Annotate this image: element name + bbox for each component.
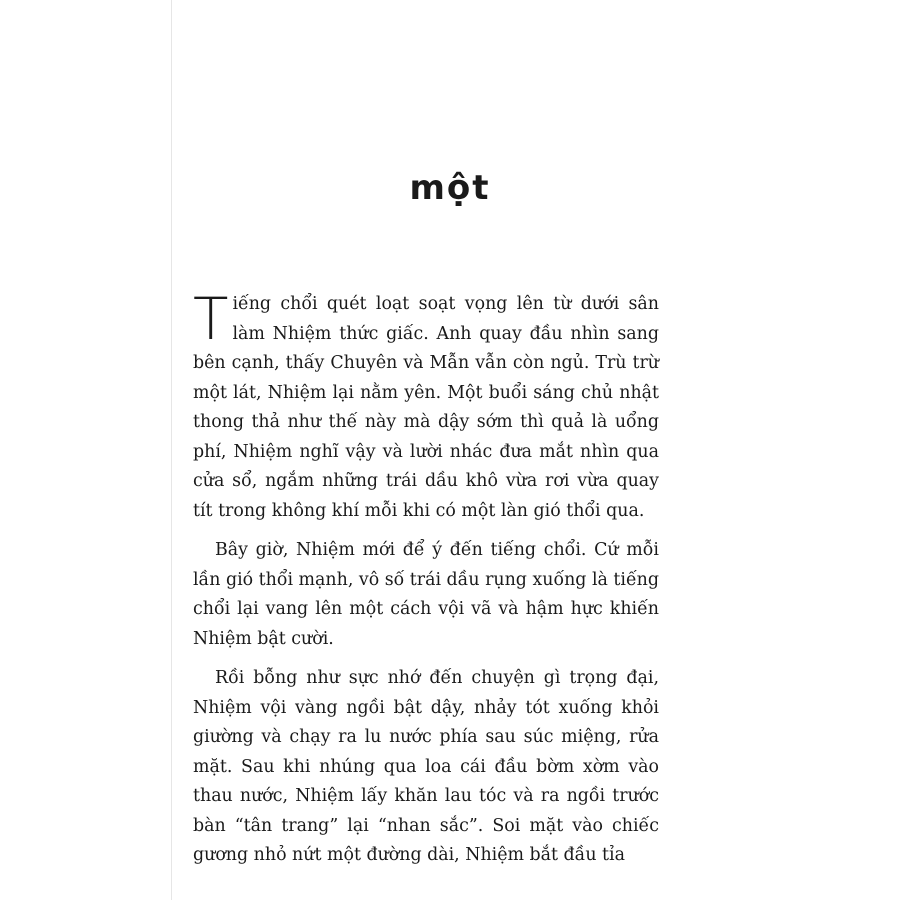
chapter-title: một	[409, 168, 491, 208]
drop-cap: T	[193, 285, 229, 353]
paragraph-1	[193, 285, 659, 526]
chapter-body	[193, 285, 659, 881]
paragraph-1-text: iếng chổi quét loạt soạt vọng lên từ dưới sân làm Nhiệm thức giấc. Anh quay đầu nhìn sang bên cạnh, thấy Chuyên và Mẫn vẫn còn ngủ. Trù trừ một lát, Nhiệm lại nằm yên. Một buổi sáng chủ nhật thong thả như thế này mà dậy sớm thì quả là uổng phí, Nhiệm nghĩ vậy và lười nhác đưa mắt nhìn qua cửa sổ, ngắm những trái dầu khô vừa rơi vừa quay tít trong không khí mỗi khi có một làn gió thổi qua.	[193, 294, 659, 521]
page-edge-line	[171, 0, 172, 900]
paragraph-3: Rồi bỗng như sực nhớ đến chuyện gì trọng đại, Nhiệm vội vàng ngồi bật dậy, nhảy tót xuống khỏi giường và chạy ra lu nước phía sau súc miệng, rửa mặt. Sau khi nhúng qua loa cái đầu bờm xờm vào thau nước, Nhiệm lấy khăn lau tóc và ra ngồi trước bàn “tân trang” lại “nhan sắc”. Soi mặt vào chiếc gương nhỏ nứt một đường dài, Nhiệm bắt đầu tỉa	[193, 668, 659, 865]
paragraph-2: Bây giờ, Nhiệm mới để ý đến tiếng chổi. Cứ mỗi lần gió thổi mạnh, vô số trái dầu rụng xuống là tiếng chổi lại vang lên một cách vội vã và hậm hực khiến Nhiệm bật cười.	[193, 540, 659, 649]
